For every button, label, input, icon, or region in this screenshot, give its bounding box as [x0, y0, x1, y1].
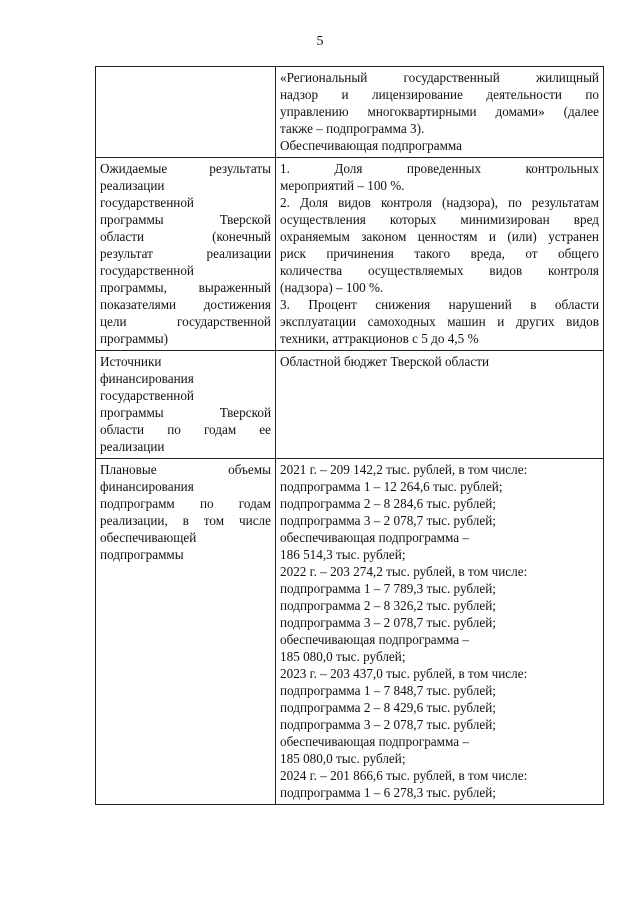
value-line: охраняемым законом ценностям и (или) устранен — [280, 229, 599, 244]
value-line: управлению многоквартирными домами» (далее — [280, 104, 599, 119]
table-row — [96, 351, 604, 459]
label-line: реализации — [100, 178, 165, 193]
label-line: государственной — [100, 195, 194, 210]
label-line: области по годам ее — [100, 422, 271, 437]
row-label-cell — [96, 459, 276, 805]
label-line: результат реализации — [100, 246, 271, 261]
value-line: техники, аттракционов с 5 до 4,5 % — [280, 331, 479, 346]
row-label-cell — [96, 67, 276, 158]
value-line: «Региональный государственный жилищный — [280, 70, 599, 85]
value-line: надзор и лицензирование деятельности по — [280, 87, 599, 102]
row-value-cell — [276, 459, 604, 805]
label-line: Плановые объемы — [100, 462, 271, 477]
table-row — [96, 158, 604, 351]
label-line: Ожидаемые результаты — [100, 161, 271, 176]
value-line: количества осуществляемых видов контроля — [280, 263, 599, 278]
label-line: программы Тверской — [100, 212, 271, 227]
value-line: риск причинения такого вреда, от общего — [280, 246, 599, 261]
value-line: подпрограмма 1 – 12 264,6 тыс. рублей; — [280, 479, 503, 494]
label-line: программы Тверской — [100, 405, 271, 420]
value-line: 2023 г. – 203 437,0 тыс. рублей, в том числе: — [280, 666, 528, 681]
label-line: подпрограмм по годам — [100, 496, 271, 511]
value-line: эксплуатации самоходных машин и других видов — [280, 314, 599, 329]
label-line: финансирования — [100, 371, 194, 386]
label-line: реализации — [100, 439, 165, 454]
value-line: подпрограмма 2 – 8 284,6 тыс. рублей; — [280, 496, 496, 511]
label-line: государственной — [100, 263, 194, 278]
value-line: 2021 г. – 209 142,2 тыс. рублей, в том числе: — [280, 462, 528, 477]
value-line: обеспечивающая подпрограмма – — [280, 632, 469, 647]
value-line: подпрограмма 1 – 7 848,7 тыс. рублей; — [280, 683, 496, 698]
label-line: программы, выраженный — [100, 280, 271, 295]
table-row — [96, 459, 604, 805]
value-line: (надзора) – 100 %. — [280, 280, 384, 295]
label-line: цели государственной — [100, 314, 271, 329]
value-line: 2. Доля видов контроля (надзора), по результатам — [280, 195, 599, 210]
row-label-cell — [96, 351, 276, 459]
value-line: также – подпрограмма 3). — [280, 121, 425, 136]
label-line: Источники — [100, 354, 162, 369]
value-line: подпрограмма 2 – 8 326,2 тыс. рублей; — [280, 598, 496, 613]
row-value-cell — [276, 158, 604, 351]
value-line: мероприятий – 100 %. — [280, 178, 405, 193]
label-line: подпрограммы — [100, 547, 184, 562]
value-line: подпрограмма 3 – 2 078,7 тыс. рублей; — [280, 615, 496, 630]
row-label-cell — [96, 158, 276, 351]
passport-table-body — [96, 67, 604, 805]
page-number: 5 — [316, 34, 324, 49]
table-row — [96, 67, 604, 158]
value-line: 2024 г. – 201 866,6 тыс. рублей, в том числе: — [280, 768, 528, 783]
label-line: программы) — [100, 331, 169, 346]
value-line: обеспечивающая подпрограмма – — [280, 734, 469, 749]
value-line: Обеспечивающая подпрограмма — [280, 138, 463, 153]
label-line: обеспечивающей — [100, 530, 197, 545]
row-value-cell — [276, 351, 604, 459]
value-line: подпрограмма 1 – 7 789,3 тыс. рублей; — [280, 581, 496, 596]
label-line: финансирования — [100, 479, 194, 494]
value-line: подпрограмма 1 – 6 278,3 тыс. рублей; — [280, 785, 496, 800]
value-line: Областной бюджет Тверской области — [280, 354, 490, 369]
label-line: области (конечный — [100, 229, 271, 244]
value-line: 185 080,0 тыс. рублей; — [280, 751, 406, 766]
passport-table — [95, 66, 604, 805]
value-line: 186 514,3 тыс. рублей; — [280, 547, 406, 562]
value-line: осуществления которых минимизирован вред — [280, 212, 599, 227]
value-line: 2022 г. – 203 274,2 тыс. рублей, в том числе: — [280, 564, 528, 579]
value-line: 3. Процент снижения нарушений в области — [280, 297, 599, 312]
row-value-cell — [276, 67, 604, 158]
value-line: подпрограмма 2 – 8 429,6 тыс. рублей; — [280, 700, 496, 715]
value-line: 1. Доля проведенных контрольных — [280, 161, 599, 176]
value-line: обеспечивающая подпрограмма – — [280, 530, 469, 545]
value-line: подпрограмма 3 – 2 078,7 тыс. рублей; — [280, 513, 496, 528]
value-line: подпрограмма 3 – 2 078,7 тыс. рублей; — [280, 717, 496, 732]
label-line: государственной — [100, 388, 194, 403]
value-line: 185 080,0 тыс. рублей; — [280, 649, 406, 664]
label-line: реализации, в том числе — [100, 513, 271, 528]
label-line: показателями достижения — [100, 297, 271, 312]
